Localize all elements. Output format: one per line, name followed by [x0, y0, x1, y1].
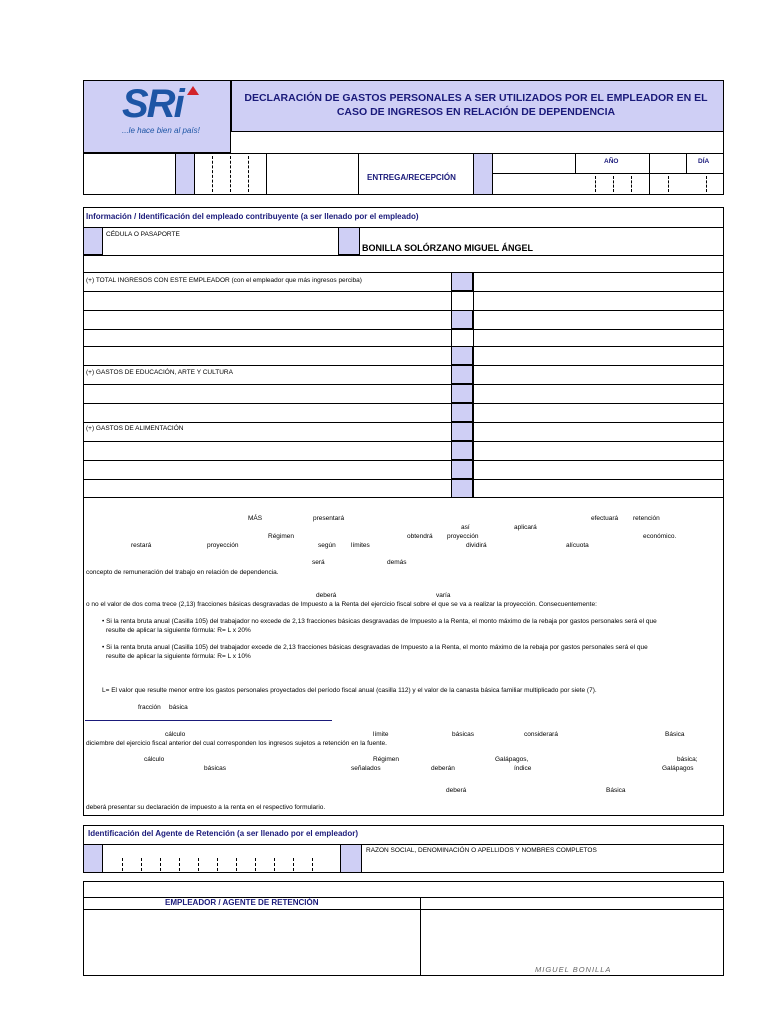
total-ingresos-label: (+) TOTAL INGRESOS CON ESTE EMPLEADOR (con el empleador que más ingresos perciba) [86, 277, 362, 284]
instr-bullet-1-formula: resulte de aplicar la siguiente fórmula: R= L x 20% [106, 627, 251, 634]
instr-word: señalados [351, 765, 381, 772]
employee-signature: MIGUEL BONILLA [535, 965, 612, 974]
name-cell [338, 227, 360, 255]
instr-word: será [312, 559, 325, 566]
instr-word: Régimen [373, 756, 400, 763]
entrega-cell [473, 153, 493, 195]
row-cell-3 [451, 346, 473, 365]
agent-section-title: Identificación del Agente de Retención (a ser llenado por el empleador) [88, 829, 358, 838]
instr-word: proyección [447, 533, 479, 540]
logo-tagline: ...le hace bien al país! [122, 126, 200, 135]
instr-word: proyección [207, 542, 239, 549]
row-cell-9 [451, 460, 473, 479]
row-cell-6 [451, 403, 473, 422]
instr-word: básica; [677, 756, 698, 763]
sri-logo [118, 82, 202, 140]
instr-word: obtendrá [407, 533, 433, 540]
instr-bullet-2: • Si la renta bruta anual (Casilla 105) del trabajador excede de 2,13 fracciones básicas desgravadas de Impuesto a la Renta, el monto máximo de la rebaja por gastos personales será el que [102, 644, 648, 651]
instr-valor-line: o no el valor de dos coma trece (2,13) fracciones básicas desgravadas de Impuesto a la Renta del ejercicio fiscal sobre el que se va a realizar la proyección. Consecuentemente: [86, 601, 597, 608]
entrega-recepcion-label: ENTREGA/RECEPCIÓN [367, 173, 456, 182]
instr-word: Básica [606, 787, 626, 794]
row-cell-10 [451, 479, 473, 498]
employee-section-title: Información / Identificación del empleado contribuyente (a ser llenado por el empleado) [86, 212, 419, 221]
instr-word: considerará [524, 731, 558, 738]
instr-word: básica [169, 704, 188, 711]
instr-concepto: concepto de remuneración del trabajo en relación de dependencia. [86, 569, 279, 576]
instr-word: Galápagos [662, 765, 694, 772]
instr-word: deberán [431, 765, 455, 772]
logo-accent-icon [187, 86, 199, 95]
logo-text: SRi [122, 82, 183, 126]
instr-word: índice [514, 765, 532, 772]
instr-word: límite [373, 731, 389, 738]
instr-word: efectuará [591, 515, 619, 522]
instr-word: presentará [313, 515, 345, 522]
instr-presentar: deberá presentar su declaración de impuesto a la renta en el respectivo formulario. [86, 804, 326, 811]
row-cell-2 [451, 310, 473, 329]
row-cell-8 [451, 441, 473, 460]
instr-word: alícuota [566, 542, 589, 549]
instr-word: Básica [665, 731, 685, 738]
instr-l-definition: L= El valor que resulte menor entre los gastos personales proyectados del período fiscal anual (casilla 112) y el valor de la canasta básica familiar multiplicado por siete (7). [102, 687, 597, 694]
instr-word: límites [351, 542, 370, 549]
form-title: DECLARACIÓN DE GASTOS PERSONALES A SER UTILIZADOS POR EL EMPLEADOR EN EL CASO DE INGRESOS EN RELACIÓN DE DEPENDENCIA [244, 92, 708, 118]
instr-word: deberá [446, 787, 467, 794]
instr-word: básicas [452, 731, 475, 738]
instr-word: cálculo [165, 731, 186, 738]
id-label: CÉDULA O PASAPORTE [106, 231, 180, 238]
row-cell-1 [451, 272, 473, 291]
instr-word: MÁS [248, 515, 263, 522]
employer-signature-label: EMPLEADOR / AGENTE DE RETENCIÓN [165, 898, 319, 907]
instr-divider [85, 720, 332, 721]
instr-word: restará [131, 542, 152, 549]
alimentacion-label: (+) GASTOS DE ALIMENTACIÓN [86, 425, 184, 432]
instr-bullet-2-formula: resulte de aplicar la siguiente fórmula: R= L x 10% [106, 653, 251, 660]
instr-word: Galápagos, [495, 756, 529, 763]
instr-word: así [461, 524, 470, 531]
instr-diciembre: diciembre del ejercicio fiscal anterior del cual corresponden los ingresos sujetos a retención en la fuente. [86, 740, 387, 747]
instr-word: según [318, 542, 336, 549]
instr-word: cálculo [144, 756, 165, 763]
row-cell-4 [451, 365, 473, 384]
row-cell-5 [451, 384, 473, 403]
anio-label: AÑO [604, 158, 619, 165]
educacion-label: (+) GASTOS DE EDUCACIÓN, ARTE Y CULTURA [86, 369, 233, 376]
instr-word: aplicará [514, 524, 537, 531]
instr-bullet-1: • Si la renta bruta anual (Casilla 105) del trabajador no excede de 2,13 fracciones básicas desgravadas de Impuesto a la Renta, el monto máximo de la rebaja por gastos personales será el que [102, 618, 657, 625]
signature-section [83, 881, 724, 976]
instr-word: deberá [316, 592, 337, 599]
dia-label: DÍA [698, 158, 710, 165]
instr-word: varía [436, 592, 451, 599]
razon-social-label: RAZON SOCIAL, DENOMINACIÓN O APELLIDOS Y NOMBRES COMPLETOS [366, 847, 597, 854]
agent-ruc-cell [83, 844, 103, 873]
header-code-cell [175, 153, 195, 195]
instr-word: básicas [204, 765, 227, 772]
instr-word: Régimen [268, 533, 295, 540]
agent-name-cell [340, 844, 362, 873]
instr-word: dividirá [466, 542, 487, 549]
instr-word: económico. [643, 533, 677, 540]
instr-word: demás [387, 559, 407, 566]
row-cell-7 [451, 422, 473, 441]
instr-word: fracción [138, 704, 161, 711]
instr-word: retención [633, 515, 660, 522]
id-cell [83, 227, 103, 255]
employee-name: BONILLA SOLÓRZANO MIGUEL ÁNGEL [362, 243, 533, 253]
